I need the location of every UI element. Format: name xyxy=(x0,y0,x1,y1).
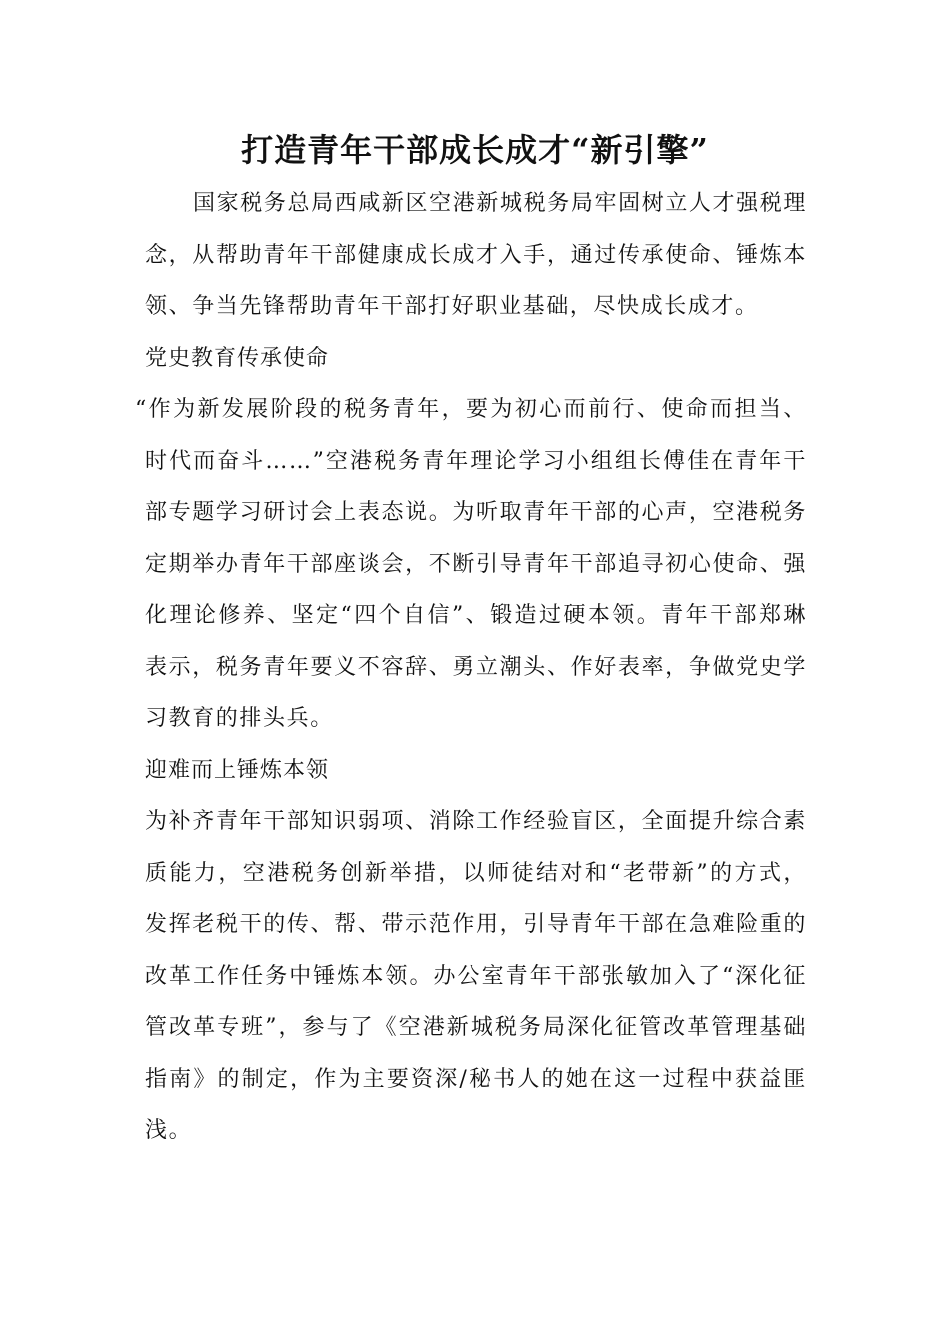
section-paragraph-party-history: “作为新发展阶段的税务青年，要为初心而前行、使命而担当、时代而奋斗……”空港税务青年理论学习小组组长傅佳在青年干部专题学习研讨会上表态说。为听取青年干部的心声，空港税务定期举办青年干部座谈会，不断引导青年干部追寻初心使命、强化理论修养、坚定“四个自信”、锻造过硬本领。青年干部郑琳表示，税务青年要义不容辞、勇立潮头、作好表率，争做党史学习教育的排头兵。 xyxy=(135,397,807,731)
section-heading-skills: 迎难而上锤炼本领 xyxy=(145,757,330,783)
section-heading-party-history: 党史教育传承使命 xyxy=(145,345,330,371)
document-title: 打造青年干部成长成才“新引擎” xyxy=(241,131,709,169)
intro-paragraph: 国家税务总局西咸新区空港新城税务局牢固树立人才强税理念，从帮助青年干部健康成长成才入手，通过传承使命、锤炼本领、争当先锋帮助青年干部打好职业基础，尽快成长成才。 xyxy=(145,191,807,319)
section-paragraph-skills: 为补齐青年干部知识弱项、消除工作经验盲区，全面提升综合素质能力，空港税务创新举措，以师徒结对和“老带新”的方式，发挥老税干的传、帮、带示范作用，引导青年干部在急难险重的改革工作任务中锤炼本领。办公室青年干部张敏加入了“深化征管改革专班”，参与了《空港新城税务局深化征管改革管理基础指南》的制定，作为主要资深/秘书人的她在这一过程中获益匪浅。 xyxy=(145,809,807,1143)
document-body xyxy=(135,178,807,1157)
